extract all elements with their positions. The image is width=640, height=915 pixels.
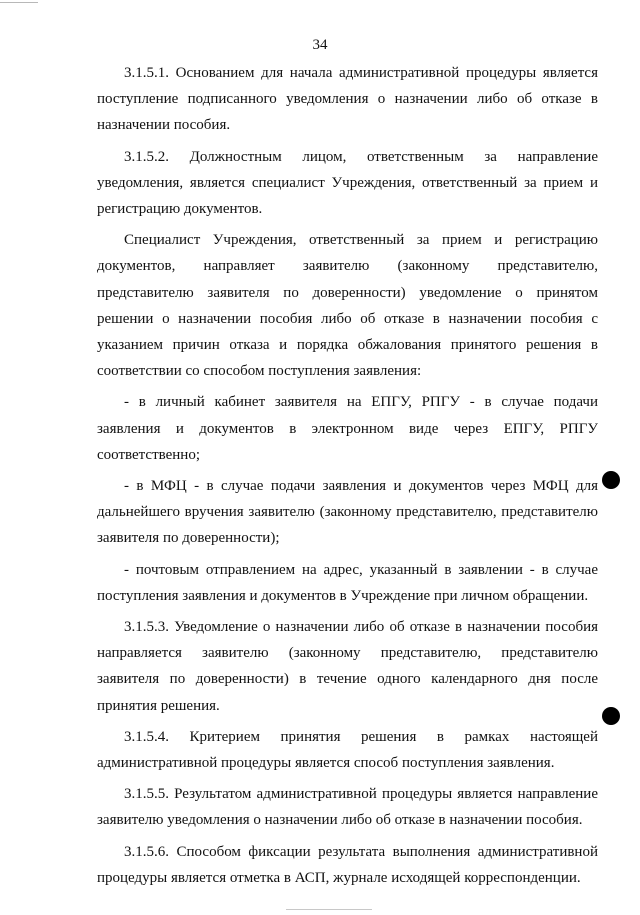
scan-artifact-line: [0, 2, 38, 3]
paragraph-3-1-5-1: 3.1.5.1. Основанием для начала административной процедуры является поступление подписанного уведомления о назначении либо об отказе в назначении пособия.: [97, 65, 598, 134]
document-body: [97, 60, 598, 896]
binder-hole-mark: [602, 707, 620, 725]
page-number: 34: [312, 37, 328, 53]
paragraph-3-1-5-2: 3.1.5.2. Должностным лицом, ответственным за направление уведомления, является специалист Учреждения, ответственный за прием и регистрацию документов.: [97, 148, 598, 218]
list-item-epgu: - в личный кабинет заявителя на ЕПГУ, РПГУ - в случае подачи заявления и документов в электронном виде через ЕПГУ, РПГУ соответственно;: [97, 394, 598, 463]
list-item-post: - почтовым отправлением на адрес, указанный в заявлении - в случае поступления заявления и документов в Учреждение при личном обращении.: [97, 561, 598, 604]
scan-artifact-line: [286, 909, 372, 910]
paragraph-3-1-5-4: 3.1.5.4. Критерием принятия решения в рамках настоящей административной процедуры является способ поступления заявления.: [97, 728, 598, 772]
binder-hole-mark: [602, 471, 620, 489]
paragraph-3-1-5-6: 3.1.5.6. Способом фиксации результата выполнения административной процедуры является отметка в АСП, журнале исходящей корреспонденции.: [97, 843, 598, 886]
paragraph-3-1-5-5: 3.1.5.5. Результатом административной процедуры является направление заявителю уведомления о назначении либо об отказе в назначении пособия.: [97, 786, 598, 829]
list-item-mfc: - в МФЦ - в случае подачи заявления и документов через МФЦ для дальнейшего вручения заявителю (законному представителю, представителю заявителя по доверенности);: [97, 478, 598, 547]
paragraph-specialist: Специалист Учреждения, ответственный за прием и регистрацию документов, направляет заявителю (законному представителю, представителю заявителя по доверенности) уведомление о принятом решении о назначении пособия либо об отказе в назначении пособия с указанием причин отказа и порядка обжалования принятого решения в соответствии со способом поступления заявления:: [97, 232, 598, 380]
paragraph-3-1-5-3: 3.1.5.3. Уведомление о назначении либо об отказе в назначении пособия направляется заявителю (законному представителю, представителю заявителя по доверенности) в течение одного календарного дня после принятия решения.: [97, 619, 598, 714]
